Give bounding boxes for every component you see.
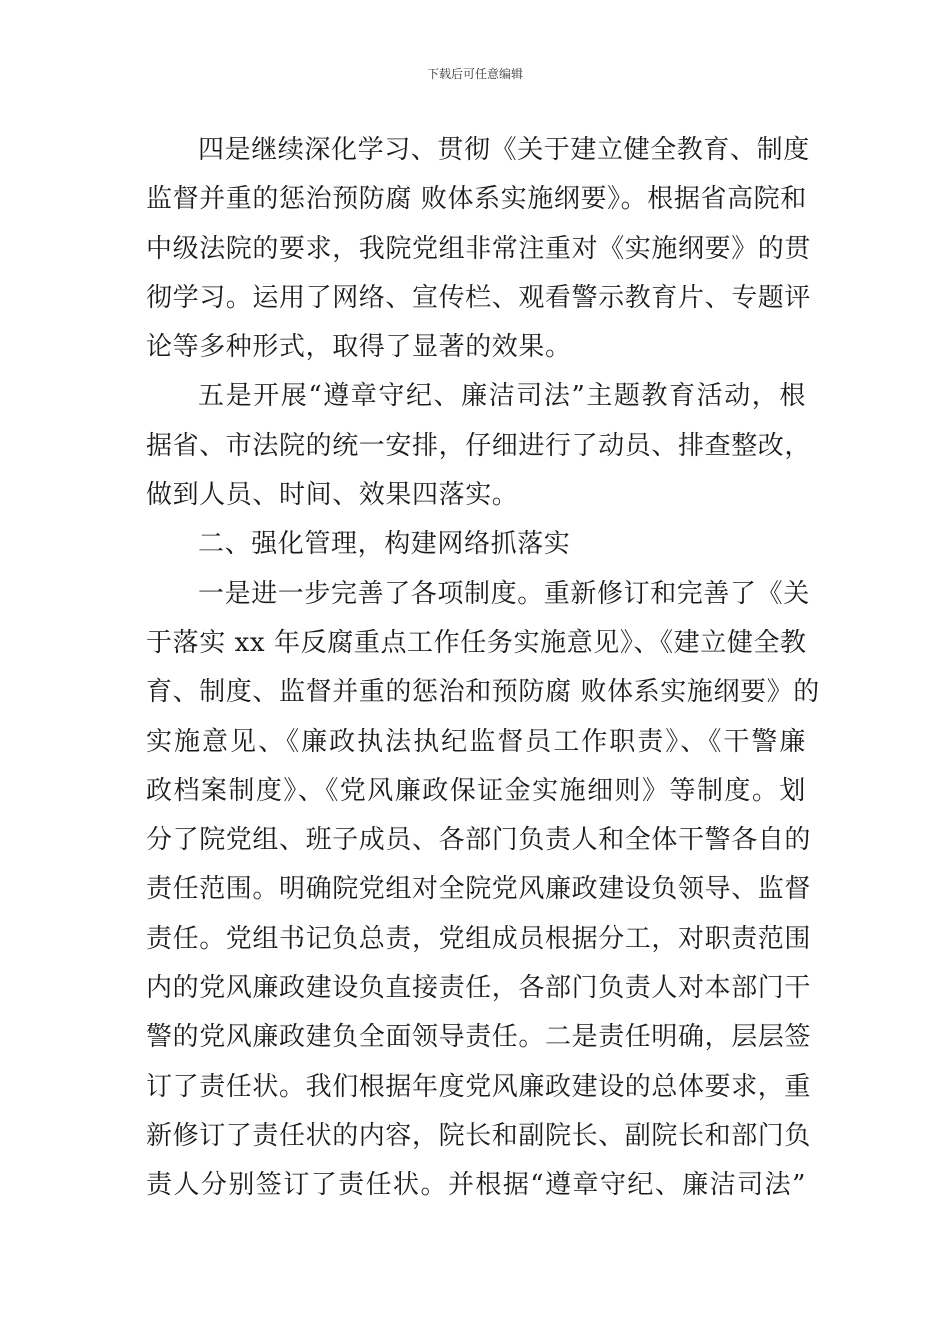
text-line: 警的党风廉政建负全面领导责任。二是责任明确，层层签: [146, 1022, 812, 1053]
text-line: 内的党风廉政建设负直接责任，各部门负责人对本部门干: [146, 973, 812, 1004]
text-line: 新修订了责任状的内容，院长和副院长、副院长和部门负: [146, 1120, 812, 1151]
text-line: 于落实 xx 年反腐重点工作任务实施意见》、《建立健全教: [146, 627, 807, 658]
document-body: [146, 126, 820, 1211]
section-heading: 二、强化管理，构建网络抓落实: [198, 529, 571, 560]
text-line: 育、制度、监督并重的惩治和预防腐 败体系实施纲要》的: [146, 677, 820, 708]
text-line: 做到人员、时间、效果四落实。: [146, 480, 519, 511]
text-line: 一是进一步完善了各项制度。重新修订和完善了《关: [198, 578, 810, 609]
text-line: 责任范围。明确院党组对全院党风廉政建设负领导、监督: [146, 874, 812, 905]
text-line: 四是继续深化学习、贯彻《关于建立健全教育、制度: [198, 135, 810, 165]
text-line: 订了责任状。我们根据年度党风廉政建设的总体要求，重: [146, 1071, 812, 1102]
text-line: 彻学习。运用了网络、宣传栏、观看警示教育片、专题评: [146, 282, 812, 313]
text-line: 五是开展“遵章守纪、廉洁司法”主题教育活动，根: [198, 381, 806, 412]
text-line: 实施意见、《廉政执法执纪监督员工作职责》、《干警廉: [146, 726, 806, 757]
text-line: 论等多种形式，取得了显著的效果。: [146, 332, 572, 363]
text-line: 责任。党组书记负总责，党组成员根据分工，对职责范围: [146, 923, 812, 954]
text-line: 责人分别签订了责任状。并根据“遵章守纪、廉洁司法”: [146, 1170, 806, 1201]
text-line: 中级法院的要求，我院党组非常注重对《实施纲要》的贯: [146, 233, 812, 264]
text-line: 监督并重的惩治预防腐 败体系实施纲要》。根据省高院和: [146, 184, 807, 215]
page-header-note: 下载后可任意编辑: [426, 67, 523, 81]
text-line: 分了院党组、班子成员、各部门负责人和全体干警各自的: [146, 825, 812, 856]
text-line: 政档案制度》、《党风廉政保证金实施细则》等制度。划: [146, 775, 806, 806]
text-line: 据省、市法院的统一安排，仔细进行了动员、排查整改，: [146, 430, 812, 461]
